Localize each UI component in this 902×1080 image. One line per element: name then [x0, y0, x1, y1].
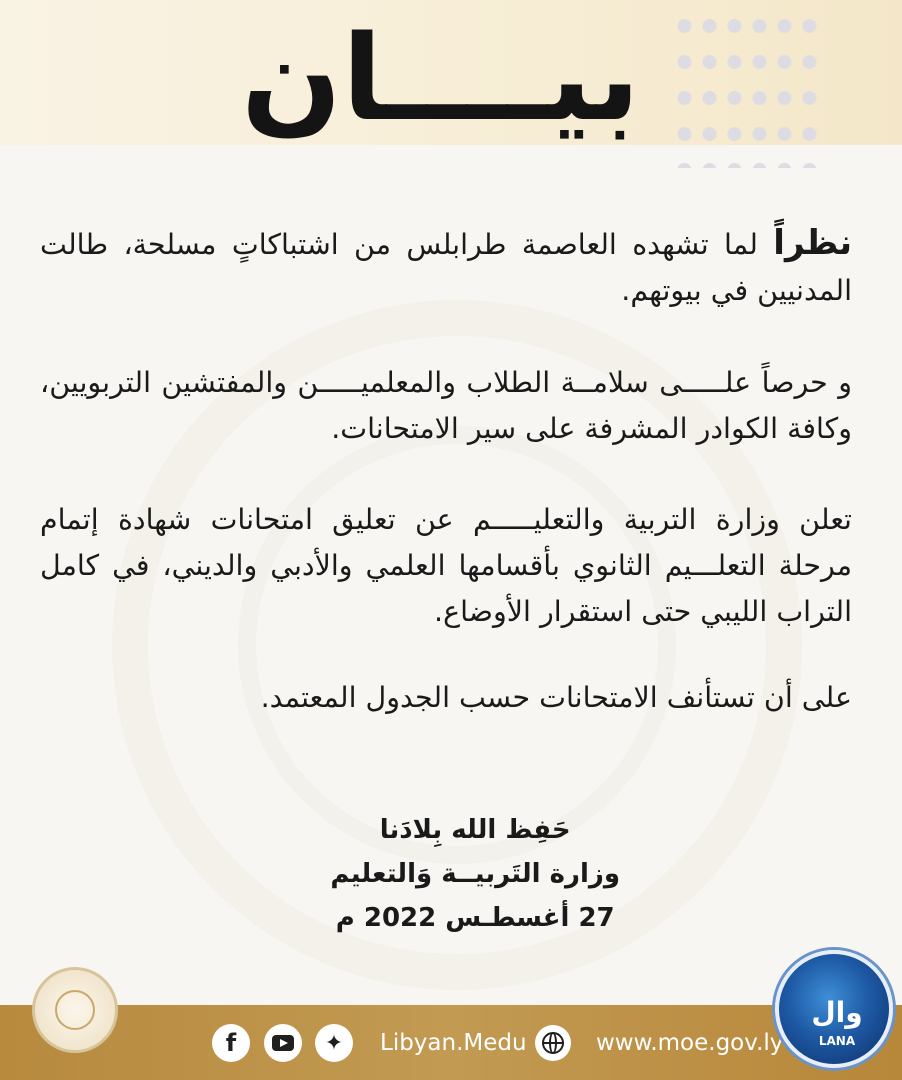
paragraph-1-lead: نظراً [773, 223, 852, 263]
ministry-emblem-logo [32, 967, 118, 1053]
lana-logo-arabic: وال [811, 996, 863, 1029]
youtube-icon[interactable] [264, 1024, 302, 1062]
header-banner [0, 0, 902, 145]
social-handle-link[interactable]: Libyan.Medu [380, 1030, 527, 1056]
signature-block [330, 808, 620, 940]
lana-logo [775, 950, 893, 1068]
lana-logo-latin: LANA [818, 1034, 856, 1048]
signature-date: 27 أغسطـس 2022 م [335, 903, 615, 933]
website-link[interactable]: www.moe.gov.ly [596, 1030, 784, 1056]
paragraph-4: على أن تستأنف الامتحانات حسب الجدول المعتمد. [260, 681, 852, 714]
twitter-icon[interactable]: ✦ [315, 1024, 353, 1062]
globe-icon [535, 1025, 571, 1061]
signature-line-1: حَفِظ الله بِلادَنا [379, 815, 571, 845]
paragraph-2: و حرصاً علـــــى سلامــة الطلاب والمعلميـــــن والمفتشين التربويين، وكافة الكوادر المشرفة على سير الامتحانات. [40, 366, 852, 445]
signature-line-2: وزارة التَربيــة وَالتعليم [330, 859, 620, 889]
facebook-icon[interactable]: f [212, 1024, 250, 1062]
page-title: بيــــان [241, 9, 640, 147]
paragraph-3: تعلن وزارة التربية والتعليـــــم عن تعليق امتحانات شهادة إتمام مرحلة التعلـــيم الثانوي بأقسامها العلمي والأدبي والديني، في كامل التراب الليبي حتى استقرار الأوضاع. [40, 503, 852, 628]
paragraph-1 [40, 220, 852, 314]
decorative-dot-grid [672, 8, 822, 168]
emblem-crescent-icon [55, 990, 95, 1030]
paragraph-1-text: لما تشهده العاصمة طرابلس من اشتباكاتٍ مسلحة، طالت المدنيين في بيوتهم. [40, 228, 852, 307]
